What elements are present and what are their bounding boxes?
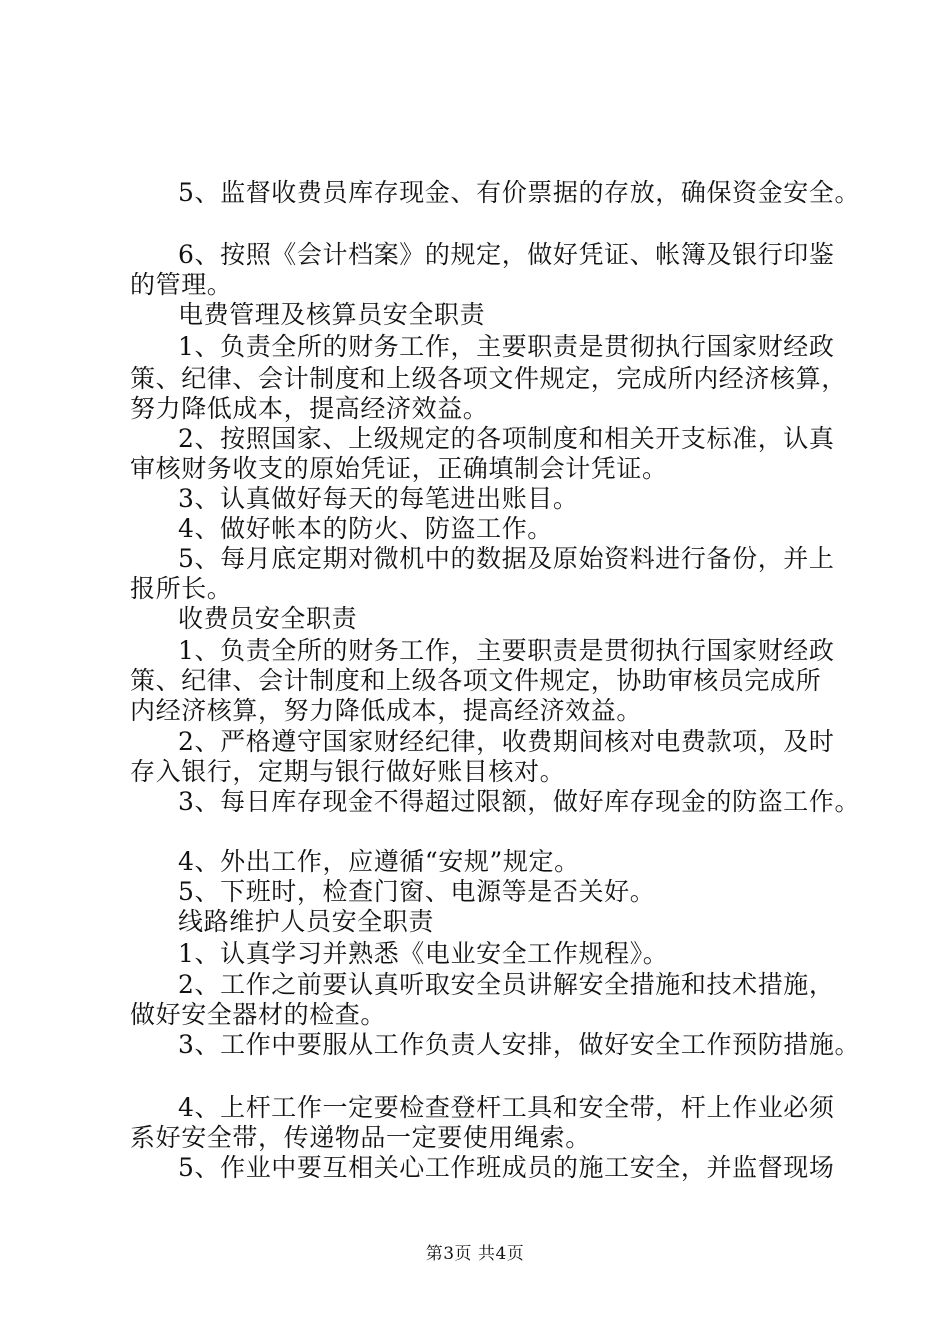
paragraph-line: 4、外出工作，应遵循“安规”规定。 — [178, 847, 580, 876]
paragraph-line: 策、纪律、会计制度和上级各项文件规定，协助审核员完成所 — [130, 666, 822, 695]
paragraph-line: 5、作业中要互相关心工作班成员的施工安全，并监督现场 — [178, 1153, 835, 1182]
paragraph-line: 审核财务收支的原始凭证，正确填制会计凭证。 — [130, 454, 668, 483]
paragraph-line: 做好安全器材的检查。 — [130, 1000, 387, 1029]
paragraph-line: 5、监督收费员库存现金、有价票据的存放，确保资金安全。 — [178, 178, 861, 207]
paragraph-line: 的管理。 — [130, 270, 233, 299]
paragraph-line: 4、上杆工作一定要检查登杆工具和安全带，杆上作业必须 — [178, 1093, 835, 1122]
section-heading: 电费管理及核算员安全职责 — [178, 300, 486, 329]
paragraph-line: 报所长。 — [130, 574, 233, 603]
section-heading: 收费员安全职责 — [178, 604, 358, 633]
paragraph-line: 5、下班时，检查门窗、电源等是否关好。 — [178, 877, 656, 906]
paragraph-line: 6、按照《会计档案》的规定，做好凭证、帐簿及银行印鉴 — [178, 240, 835, 269]
paragraph-line: 1、负责全所的财务工作，主要职责是贯彻执行国家财经政 — [178, 636, 835, 665]
section-heading: 线路维护人员安全职责 — [178, 907, 435, 936]
paragraph-line: 5、每月底定期对微机中的数据及原始资料进行备份，并上 — [178, 544, 835, 573]
paragraph-line: 内经济核算，努力降低成本，提高经济效益。 — [130, 696, 643, 725]
paragraph-line: 1、负责全所的财务工作，主要职责是贯彻执行国家财经政 — [178, 332, 835, 361]
paragraph-line: 2、严格遵守国家财经纪律，收费期间核对电费款项，及时 — [178, 727, 835, 756]
paragraph-line: 1、认真学习并熟悉《电业安全工作规程》。 — [178, 939, 669, 968]
paragraph-line: 存入银行，定期与银行做好账目核对。 — [130, 757, 566, 786]
paragraph-line: 3、每日库存现金不得超过限额，做好库存现金的防盗工作。 — [178, 787, 861, 816]
paragraph-line: 3、工作中要服从工作负责人安排，做好安全工作预防措施。 — [178, 1030, 861, 1059]
paragraph-line: 策、纪律、会计制度和上级各项文件规定，完成所内经济核算， — [130, 364, 847, 393]
paragraph-line: 系好安全带，传递物品一定要使用绳索。 — [130, 1123, 591, 1152]
page-footer: 第3页 共4页 — [425, 1244, 525, 1264]
paragraph-line: 3、认真做好每天的每笔进出账目。 — [178, 484, 579, 513]
paragraph-line: 2、按照国家、上级规定的各项制度和相关开支标准，认真 — [178, 424, 835, 453]
paragraph-line: 努力降低成本，提高经济效益。 — [130, 394, 489, 423]
paragraph-line: 2、工作之前要认真听取安全员讲解安全措施和技术措施， — [178, 970, 835, 999]
paragraph-line: 4、做好帐本的防火、防盗工作。 — [178, 514, 553, 543]
